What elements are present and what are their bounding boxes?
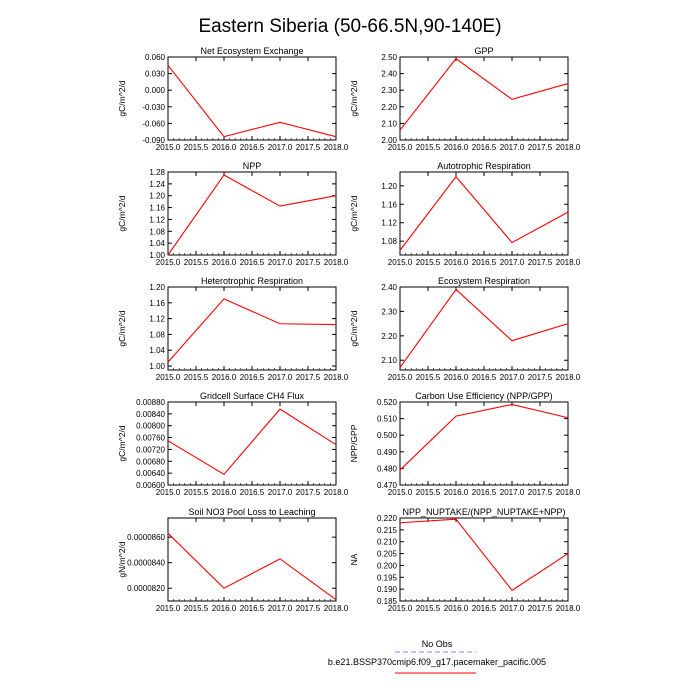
y-axis-label: gN/m^2/d bbox=[117, 541, 127, 578]
x-tick-label: 2017.5 bbox=[527, 258, 553, 267]
panel-frame bbox=[168, 57, 336, 140]
legend bbox=[328, 639, 546, 673]
x-tick-label: 2015.0 bbox=[155, 258, 181, 267]
x-tick-label: 2016.5 bbox=[471, 373, 497, 382]
panel-title: Net Ecosystem Exchange bbox=[200, 46, 304, 56]
x-tick-label: 2017.0 bbox=[499, 258, 525, 267]
y-tick-label: 0.00880 bbox=[136, 398, 165, 407]
x-tick-label: 2018.0 bbox=[323, 373, 349, 382]
y-tick-label: 0.195 bbox=[376, 573, 397, 583]
panel-title: Heterotrophic Respiration bbox=[200, 276, 304, 286]
panel-frame bbox=[168, 287, 336, 370]
x-tick-label: 2017.5 bbox=[295, 373, 321, 382]
panel-heterotrophic-respiration bbox=[117, 276, 349, 382]
x-tick-label: 2017.0 bbox=[267, 488, 293, 497]
panel-frame bbox=[400, 287, 568, 370]
x-tick-label: 2018.0 bbox=[555, 604, 581, 613]
y-axis-label: gC/m^2/d bbox=[117, 425, 127, 462]
x-tick-label: 2015.0 bbox=[155, 604, 181, 613]
y-tick-label: 1.12 bbox=[149, 215, 165, 225]
panel-frame bbox=[400, 402, 568, 485]
x-tick-label: 2017.0 bbox=[499, 488, 525, 497]
x-tick-label: 2018.0 bbox=[323, 258, 349, 267]
x-tick-label: 2018.0 bbox=[555, 143, 581, 152]
panels bbox=[117, 46, 581, 613]
y-tick-label: 0.215 bbox=[376, 525, 397, 535]
y-axis-label: gC/m^2/d bbox=[349, 80, 359, 117]
y-tick-label: 2.00 bbox=[381, 136, 397, 145]
y-tick-label: 1.16 bbox=[149, 298, 165, 308]
legend-label-no-obs: No Obs bbox=[421, 639, 453, 649]
x-tick-label: 2016.5 bbox=[239, 373, 265, 382]
y-tick-label: 0.520 bbox=[376, 398, 397, 407]
x-tick-label: 2016.0 bbox=[211, 604, 237, 613]
panel-gpp bbox=[349, 46, 581, 152]
y-tick-label: 0.00640 bbox=[136, 469, 165, 479]
x-tick-label: 2018.0 bbox=[323, 143, 349, 152]
series-line bbox=[168, 175, 336, 255]
y-tick-label: 1.04 bbox=[149, 239, 165, 249]
panel-gridcell-surface-ch4-flux bbox=[117, 391, 349, 497]
x-tick-label: 2018.0 bbox=[323, 604, 349, 613]
x-tick-label: 2016.5 bbox=[471, 143, 497, 152]
y-axis-label: gC/m^2/d bbox=[349, 195, 359, 232]
x-tick-label: 2015.0 bbox=[387, 143, 413, 152]
x-tick-label: 2015.5 bbox=[415, 258, 441, 267]
panel-ecosystem-respiration bbox=[349, 276, 581, 382]
y-tick-label: 0.200 bbox=[376, 561, 397, 571]
x-tick-label: 2016.5 bbox=[471, 258, 497, 267]
panel-npp bbox=[117, 161, 349, 267]
y-tick-label: 0.00840 bbox=[136, 409, 165, 419]
y-tick-label: 2.20 bbox=[381, 331, 397, 341]
x-tick-label: 2017.0 bbox=[499, 373, 525, 382]
x-tick-label: 2016.5 bbox=[239, 143, 265, 152]
x-tick-label: 2015.5 bbox=[183, 373, 209, 382]
x-tick-label: 2018.0 bbox=[555, 258, 581, 267]
panel-title: Ecosystem Respiration bbox=[437, 276, 531, 286]
panel-net-ecosystem-exchange bbox=[117, 46, 349, 152]
y-tick-label: 0.00600 bbox=[136, 481, 165, 490]
x-tick-label: 2015.5 bbox=[415, 143, 441, 152]
x-tick-label: 2017.5 bbox=[295, 143, 321, 152]
x-tick-label: 2016.5 bbox=[471, 488, 497, 497]
legend-label-model-run: b.e21.BSSP370cmip6.f09_g17.pacemaker_pacific.005 bbox=[327, 657, 547, 667]
x-tick-label: 2016.5 bbox=[239, 258, 265, 267]
y-tick-label: 1.08 bbox=[149, 330, 165, 340]
panel-title: Autotrophic Respiration bbox=[437, 161, 531, 171]
y-tick-label: 2.10 bbox=[381, 356, 397, 366]
x-tick-label: 2017.5 bbox=[527, 373, 553, 382]
y-tick-label: 0.030 bbox=[144, 69, 165, 79]
y-tick-label: 1.28 bbox=[149, 168, 165, 177]
panel-title: NPP bbox=[242, 161, 262, 171]
series-line bbox=[400, 177, 568, 251]
x-tick-label: 2017.0 bbox=[499, 143, 525, 152]
x-tick-label: 2018.0 bbox=[555, 488, 581, 497]
panel-frame bbox=[168, 402, 336, 485]
x-tick-label: 2015.0 bbox=[387, 258, 413, 267]
y-tick-label: 2.20 bbox=[381, 102, 397, 112]
x-tick-label: 2017.0 bbox=[267, 373, 293, 382]
y-tick-label: 2.10 bbox=[381, 119, 397, 129]
y-tick-label: 1.16 bbox=[149, 203, 165, 213]
panel-title: Carbon Use Efficiency (NPP/GPP) bbox=[415, 391, 553, 401]
y-tick-label: 0.0000820 bbox=[127, 584, 165, 594]
x-tick-label: 2017.5 bbox=[527, 604, 553, 613]
x-tick-label: 2016.5 bbox=[471, 604, 497, 613]
x-tick-label: 2015.5 bbox=[183, 258, 209, 267]
x-tick-label: 2015.5 bbox=[415, 373, 441, 382]
series-line bbox=[400, 404, 568, 470]
x-tick-label: 2015.5 bbox=[183, 143, 209, 152]
y-tick-label: 2.50 bbox=[381, 53, 397, 62]
y-tick-label: -0.060 bbox=[142, 119, 165, 129]
y-tick-label: 0.00680 bbox=[136, 457, 165, 467]
x-tick-label: 2015.5 bbox=[183, 488, 209, 497]
x-tick-label: 2016.0 bbox=[211, 373, 237, 382]
panel-npp-nuptake-npp-nuptake-npp bbox=[349, 507, 581, 613]
y-tick-label: 1.04 bbox=[149, 346, 165, 356]
y-axis-label: gC/m^2/d bbox=[117, 310, 127, 347]
y-tick-label: 1.16 bbox=[381, 200, 397, 210]
y-axis-label: gC/m^2/d bbox=[117, 195, 127, 232]
y-tick-label: 2.40 bbox=[381, 283, 397, 292]
y-axis-label: gC/m^2/d bbox=[117, 80, 127, 117]
x-tick-label: 2015.0 bbox=[387, 604, 413, 613]
x-tick-label: 2017.5 bbox=[527, 143, 553, 152]
y-tick-label: -0.090 bbox=[142, 136, 165, 145]
x-tick-label: 2017.5 bbox=[295, 258, 321, 267]
y-tick-label: 2.30 bbox=[381, 86, 397, 96]
x-tick-label: 2017.0 bbox=[267, 258, 293, 267]
y-axis-label: gC/m^2/d bbox=[349, 310, 359, 347]
y-tick-label: 1.00 bbox=[149, 362, 165, 372]
y-tick-label: 1.24 bbox=[149, 179, 165, 189]
x-tick-label: 2016.0 bbox=[443, 143, 469, 152]
x-tick-label: 2015.0 bbox=[155, 143, 181, 152]
x-tick-label: 2017.0 bbox=[499, 604, 525, 613]
x-tick-label: 2016.0 bbox=[211, 258, 237, 267]
series-line bbox=[168, 65, 336, 136]
x-tick-label: 2015.0 bbox=[387, 373, 413, 382]
x-tick-label: 2016.5 bbox=[239, 488, 265, 497]
y-tick-label: 1.20 bbox=[381, 181, 397, 191]
y-tick-label: 1.00 bbox=[149, 251, 165, 260]
x-tick-label: 2015.0 bbox=[387, 488, 413, 497]
y-tick-label: 1.12 bbox=[149, 314, 165, 324]
panel-carbon-use-efficiency-npp-gpp bbox=[349, 391, 581, 497]
series-line bbox=[168, 299, 336, 362]
x-tick-label: 2016.0 bbox=[443, 604, 469, 613]
x-tick-label: 2016.5 bbox=[239, 604, 265, 613]
y-tick-label: 0.0000840 bbox=[127, 558, 165, 568]
x-tick-label: 2016.0 bbox=[443, 373, 469, 382]
panel-autotrophic-respiration bbox=[349, 161, 581, 267]
y-axis-label: NA bbox=[349, 553, 359, 566]
panel-frame bbox=[400, 172, 568, 255]
panel-soil-no3-pool-loss-to-leaching bbox=[117, 507, 349, 613]
x-tick-label: 2018.0 bbox=[555, 373, 581, 382]
y-tick-label: 0.00800 bbox=[136, 421, 165, 431]
y-tick-label: 0.480 bbox=[376, 464, 397, 474]
y-tick-label: 0.510 bbox=[376, 414, 397, 424]
y-tick-label: 0.500 bbox=[376, 431, 397, 441]
y-tick-label: 2.40 bbox=[381, 69, 397, 79]
y-tick-label: 0.060 bbox=[144, 53, 165, 62]
y-tick-label: 1.12 bbox=[381, 218, 397, 228]
y-tick-label: 0.190 bbox=[376, 585, 397, 595]
x-tick-label: 2015.5 bbox=[183, 604, 209, 613]
x-tick-label: 2016.0 bbox=[443, 488, 469, 497]
y-tick-label: 1.08 bbox=[381, 237, 397, 247]
y-tick-label: 0.00760 bbox=[136, 433, 165, 443]
y-tick-label: 1.08 bbox=[149, 227, 165, 237]
panel-frame bbox=[400, 518, 568, 601]
y-tick-label: 0.000 bbox=[144, 86, 165, 96]
y-tick-label: 0.0000860 bbox=[127, 533, 165, 543]
series-line bbox=[400, 59, 568, 130]
x-tick-label: 2017.5 bbox=[527, 488, 553, 497]
x-tick-label: 2017.0 bbox=[267, 604, 293, 613]
series-line bbox=[168, 409, 336, 474]
series-line bbox=[400, 519, 568, 590]
x-tick-label: 2017.5 bbox=[295, 488, 321, 497]
y-tick-label: 0.220 bbox=[376, 514, 397, 523]
y-tick-label: 0.185 bbox=[376, 597, 397, 606]
figure-title: Eastern Siberia (50-66.5N,90-140E) bbox=[198, 16, 502, 37]
y-tick-label: -0.030 bbox=[142, 102, 165, 112]
series-line bbox=[168, 533, 336, 599]
y-tick-label: 0.205 bbox=[376, 549, 397, 559]
series-line bbox=[400, 289, 568, 367]
x-tick-label: 2016.0 bbox=[211, 488, 237, 497]
y-tick-label: 0.00720 bbox=[136, 445, 165, 455]
y-tick-label: 2.30 bbox=[381, 307, 397, 317]
panel-title: GPP bbox=[474, 46, 494, 56]
y-tick-label: 0.210 bbox=[376, 537, 397, 547]
x-tick-label: 2016.0 bbox=[443, 258, 469, 267]
panel-frame bbox=[168, 172, 336, 255]
x-tick-label: 2015.5 bbox=[415, 488, 441, 497]
y-tick-label: 1.20 bbox=[149, 191, 165, 201]
y-tick-label: 0.470 bbox=[376, 481, 397, 490]
x-tick-label: 2017.5 bbox=[295, 604, 321, 613]
x-tick-label: 2015.5 bbox=[415, 604, 441, 613]
panel-title: Soil NO3 Pool Loss to Leaching bbox=[188, 507, 316, 517]
panel-title: NPP_NUPTAKE/(NPP_NUPTAKE+NPP) bbox=[402, 507, 566, 517]
panel-frame bbox=[168, 518, 336, 601]
x-tick-label: 2018.0 bbox=[323, 488, 349, 497]
x-tick-label: 2017.0 bbox=[267, 143, 293, 152]
y-axis-label: NPP/GPP bbox=[349, 424, 359, 463]
y-tick-label: 1.20 bbox=[149, 283, 165, 292]
panel-title: Gridcell Surface CH4 Flux bbox=[199, 391, 305, 401]
x-tick-label: 2015.0 bbox=[155, 488, 181, 497]
y-tick-label: 0.490 bbox=[376, 447, 397, 457]
x-tick-label: 2015.0 bbox=[155, 373, 181, 382]
x-tick-label: 2016.0 bbox=[211, 143, 237, 152]
